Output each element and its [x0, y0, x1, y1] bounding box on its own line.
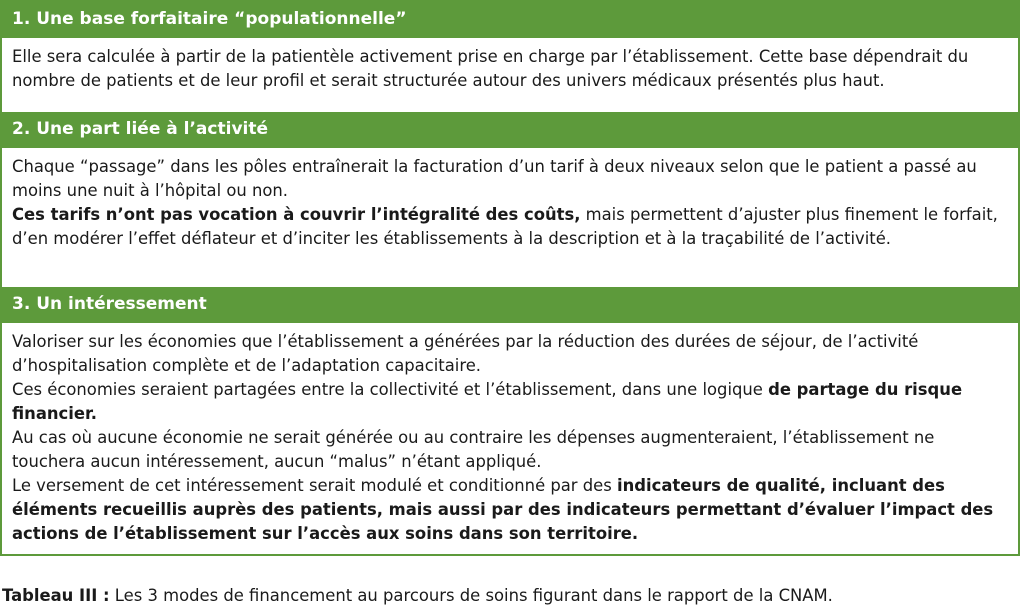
section-3-p4-text: Le versement de cet intéressement serait modulé et conditionné par des — [12, 476, 617, 495]
caption-text: Les 3 modes de financement au parcours de soins figurant dans le rapport de la CNAM. — [109, 586, 833, 605]
caption-label: Tableau III : — [2, 586, 110, 605]
section-1-paragraph: Elle sera calculée à partir de la patientèle activement prise en charge par l’établissement. Cette base dépendrait du nombre de patients et de leur profil et serait structurée autour des univers médicaux présentés plus haut. — [12, 47, 969, 90]
section-1-title: 1. Une base forfaitaire “populationnelle” — [2, 2, 1018, 38]
section-3-paragraph-3: Au cas où aucune économie ne serait générée ou au contraire les dépenses augmenteraient, l’établissement ne touchera aucun intéressement, aucun “malus” n’étant appliqué. — [12, 428, 935, 471]
section-3-p4-bold: indicateurs de qualité, incluant des éléments recueillis auprès des patients, mais aussi par des indicateurs permettant d’évaluer l’impact des actions de l’établissement sur l’accès aux soins dans son territoire. — [12, 476, 994, 543]
section-3-p2-bold: de partage du risque financier. — [12, 380, 963, 423]
section-3-p2-text: Ces économies seraient partagées entre la collectivité et l’établissement, dans une logique — [12, 380, 769, 399]
section-3-paragraph-2 — [12, 378, 1008, 426]
section-2-paragraph-2 — [12, 203, 1008, 251]
section-2-bold-text: Ces tarifs n’ont pas vocation à couvrir l’intégralité des coûts, — [12, 205, 581, 224]
section-2-paragraph-1: Chaque “passage” dans les pôles entraînerait la facturation d’un tarif à deux niveaux selon que le patient a passé au moins une nuit à l’hôpital ou non. — [12, 157, 977, 200]
section-2-rest-text: mais permettent d’ajuster plus finement le forfait, d’en modérer l’effet déflateur et d’inciter les établissements à la description et à la traçabilité de l’activité. — [12, 205, 998, 248]
section-3-title: 3. Un intéressement — [2, 287, 1018, 323]
section-2-body — [2, 148, 1018, 287]
section-3-paragraph-1: Valoriser sur les économies que l’établissement a générées par la réduction des durées de séjour, de l’activité d’hospitalisation complète et de l’adaptation capacitaire. — [12, 332, 919, 375]
section-2-title: 2. Une part liée à l’activité — [2, 112, 1018, 148]
section-3-body — [2, 323, 1018, 554]
table-caption — [2, 585, 833, 607]
section-1-body — [2, 38, 1018, 112]
section-3-paragraph-4 — [12, 474, 1008, 546]
